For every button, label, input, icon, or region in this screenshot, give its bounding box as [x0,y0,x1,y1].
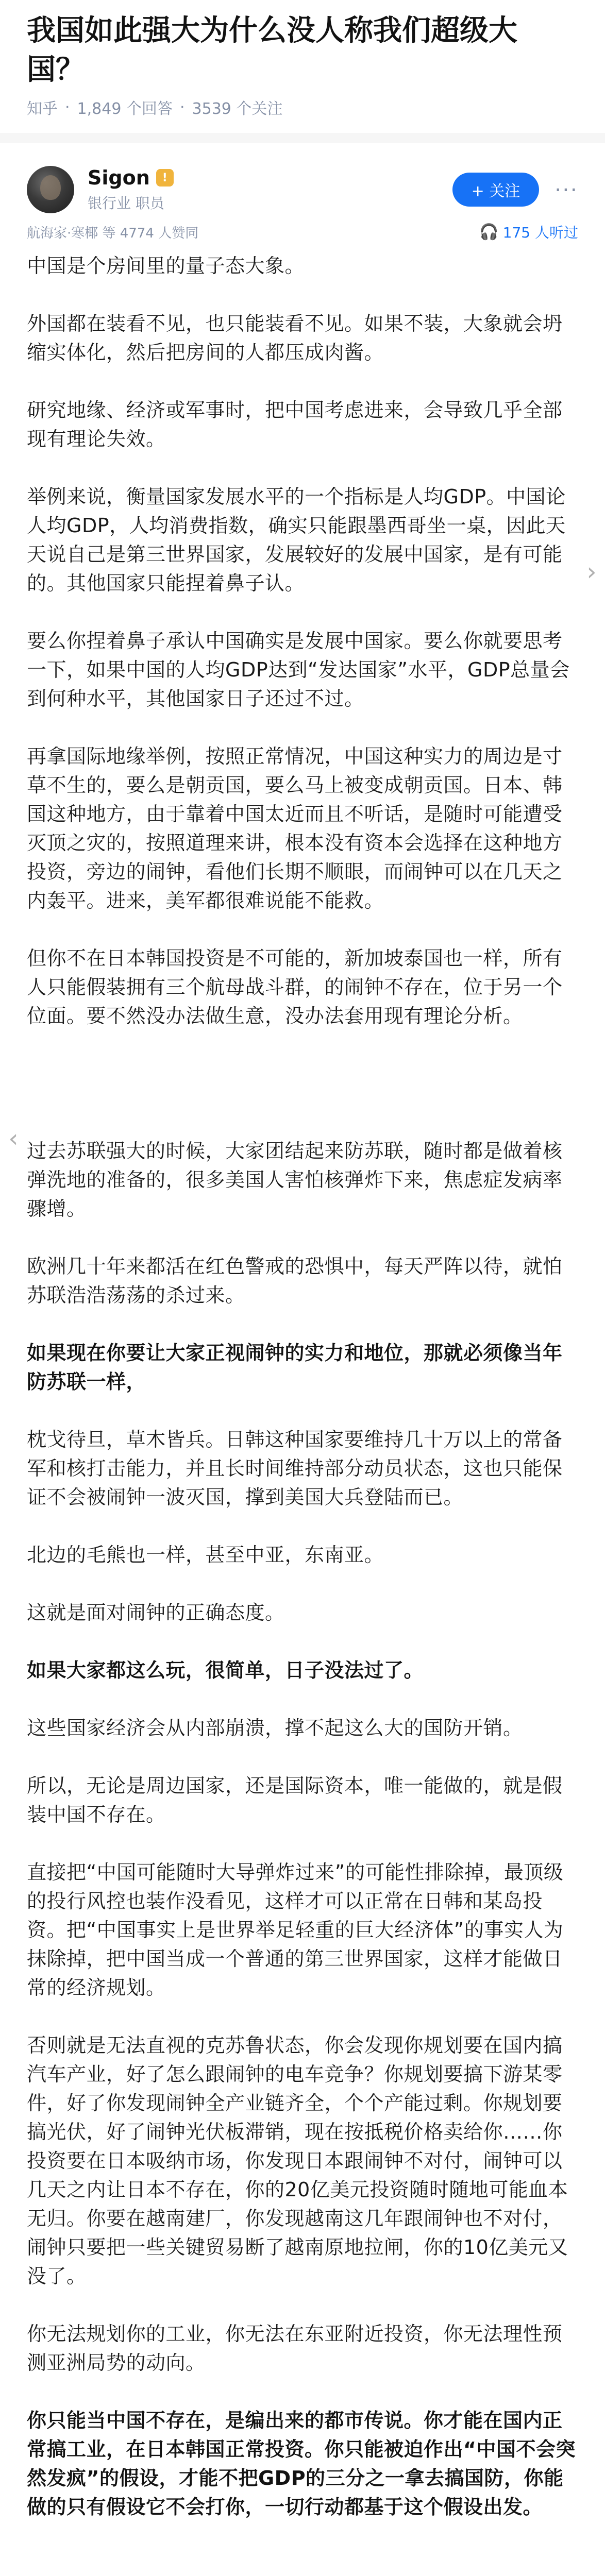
paragraph: 过去苏联强大的时候，大家团结起来防苏联，随时都是做着核弹洗地的准备的，很多美国人害怕核弹炸下来，焦虑症发病率骤增。 [27,1140,563,1220]
paragraph: 这些国家经济会从内部崩溃，撑不起这么大的国防开销。 [27,1717,523,1739]
bold-text: 如果大家都这么玩，很简单，日子没法过了。 [27,1659,424,1682]
paragraph: 否则就是无法直视的克苏鲁状态，你会发现你规划要在国内搞汽车产业，好了怎么跟闹钟的电车竞争？你规划要搞下游某零件，好了你发现闹钟全产业链齐全，个个产能过剩。你规划要搞光伏，好了闹钟光伏板滞销，现在按抵税价格卖给你……你投资要在日本吸纳市场，你发现日本跟闹钟不对付，闹钟可以几天之内让日本不存在，你的20亿美元投资随时随地可能血本无归。你要在越南建厂，你发现越南这几年跟闹钟也不对付，闹钟只要把一些关键贸易断了越南原地拉闸，你的10亿美元又没了。 [27,2034,568,2287]
paragraph: 但你不在日本韩国投资是不可能的，新加坡泰国也一样，所有人只能假装拥有三个航母战斗群，的闹钟不存在，位于另一个位面。要不然没办法做生意，没办法套用现有理论分析。 [27,947,563,1027]
meta-separator: · [179,98,185,116]
more-options-icon[interactable]: ··· [554,177,578,202]
paragraph-bold [27,1338,578,1396]
question-title[interactable]: 我国如此强大为什么没人称我们超级大国？ [27,14,517,87]
paragraph: 再拿国际地缘举例，按照正常情况，中国这种实力的周边是寸草不生的，要么是朝贡国，要么马上被变成朝贡国。日本、韩国这种地方，由于靠着中国太近而且不听话，是随时可能遭受灭顶之灾的，按照道理来讲，根本没有资本会选择在这种地方投资，旁边的闹钟，看他们长期不顺眼，而闹钟可以在几天之内轰平。进来，美军都很难说能不能救。 [27,745,563,912]
author-name-row [88,166,452,189]
answer-body [0,242,605,2521]
headphones-icon: 🎧 [479,223,499,241]
avatar[interactable] [27,166,74,213]
meta-separator: · [65,98,70,116]
verified-badge-icon: ! [156,169,174,187]
paragraph: 举例来说，衡量国家发展水平的一个指标是人均GDP。中国论人均GDP，人均消费指数，确实只能跟墨西哥坐一桌，因此天天说自己是第三世界国家，发展较好的发展中国家，是有可能的。其他国家只能捏着鼻子认。 [27,485,566,595]
bold-text: 如果现在你要让大家正视闹钟的实力和地位，那就必须像当年防苏联一样， [27,1342,563,1393]
section-divider [0,133,605,143]
paragraph-bold [27,1656,578,1685]
paragraph: 所以，无论是周边国家，还是国际资本，唯一能做的，就是假装中国不存在。 [27,1774,563,1826]
paragraph: 要么你捏着鼻子承认中国确实是发展中国家。要么你就要思考一下，如果中国的人均GDP达到“发达国家”水平，GDP总量会到何种水平，其他国家日子还过不过。 [27,630,570,710]
prev-arrow-icon[interactable]: ‹ [8,1124,19,1153]
follower-count: 3539 个关注 [192,100,283,118]
author-row [0,143,605,221]
author-description: 银行业 职员 [88,195,164,212]
follow-button[interactable]: + 关注 [452,173,539,207]
upvote-summary[interactable]: 航海家·寒椰 等 4774 人赞同 [27,225,199,241]
paragraph: 研究地缘、经济或军事时，把中国考虑进来，会导致几乎全部现有理论失效。 [27,399,563,450]
bold-text: 你只能当中国不存在，是编出来的都市传说。你才能在国内正常搞工业，在日本韩国正常投资。你只能被迫作出“中国不会突然发疯”的假设，才能不把GDP的三分之一拿去搞国防，你能做的只有假设它不会打你，一切行动都基于这个假设出发。 [27,2409,576,2518]
paragraph: 你无法规划你的工业，你无法在东亚附近投资，你无法理性预测亚洲局势的动向。 [27,2323,563,2374]
question-meta [27,96,578,118]
paragraph: 欧洲几十年来都活在红色警戒的恐惧中，每天严阵以待，就怕苏联浩浩荡荡的杀过来。 [27,1255,563,1307]
paragraph: 这就是面对闹钟的正确态度。 [27,1601,285,1624]
paragraph: 北边的毛熊也一样，甚至中亚，东南亚。 [27,1544,384,1566]
author-info [88,166,452,213]
paragraph: 直接把“中国可能随时大导弹炸过来”的可能性排除掉，最顶级的投行风控也装作没看见，这样才可以正常在日韩和某岛投资。把“中国事实上是世界举足轻重的巨大经济体”的事实人为抹除掉，把中国当成一个普通的第三世界国家，这样才能做日常的经济规划。 [27,1861,564,1999]
paragraph: 中国是个房间里的量子态大象。 [27,255,305,277]
paragraph-bold [27,2406,578,2521]
paragraph: 外国都在装看不见，也只能装看不见。如果不装，大象就会坍缩实体化，然后把房间的人都压成肉酱。 [27,312,563,364]
answer-meta [0,222,605,242]
source-label[interactable]: 知乎 [27,100,58,118]
next-arrow-icon[interactable]: › [586,557,597,586]
listen-button[interactable] [479,222,578,242]
author-name[interactable]: Sigon [88,166,150,189]
blank-gap [27,1059,578,1137]
answer-count[interactable]: 1,849 个回答 [77,100,173,118]
listen-count: 175 人听过 [502,224,578,241]
paragraph: 枕戈待旦，草木皆兵。日韩这种国家要维持几十万以上的常备军和核打击能力，并且长时间维持部分动员状态，这也只能保证不会被闹钟一波灭国，撑到美国大兵登陆而已。 [27,1428,563,1509]
question-header [0,0,605,118]
